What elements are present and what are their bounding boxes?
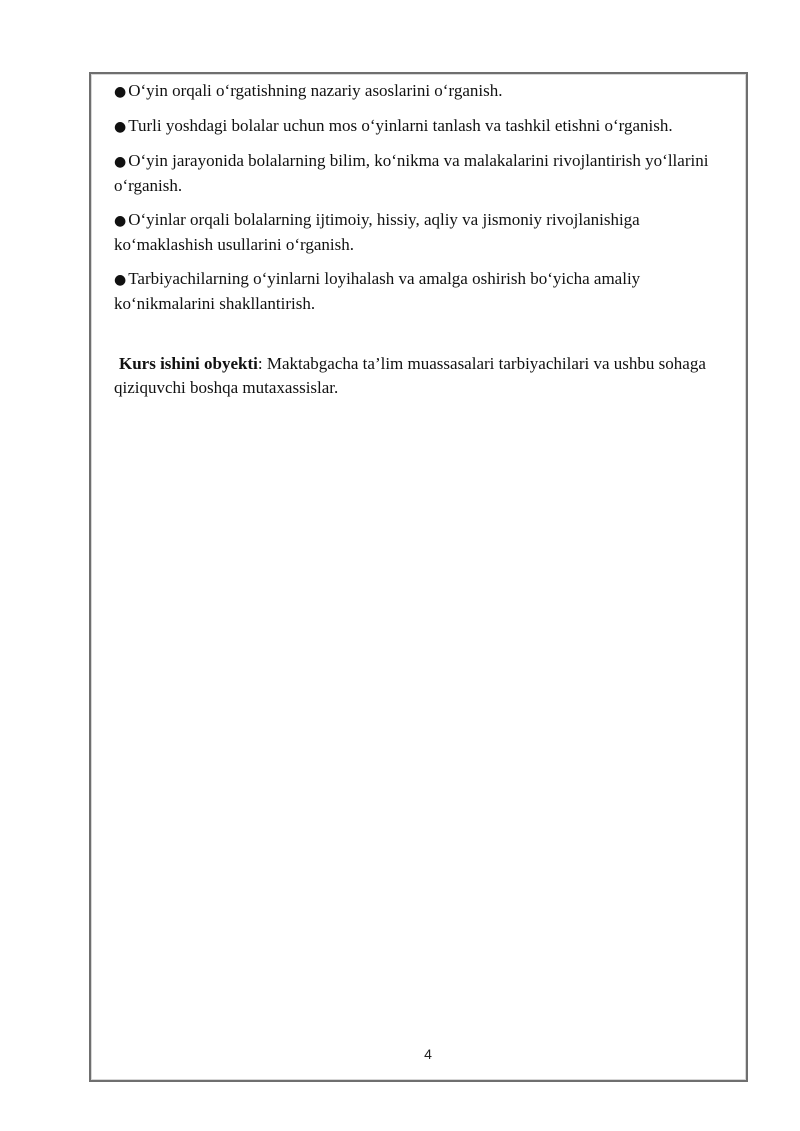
- course-object-label: Kurs ishini obyekti: [119, 354, 258, 373]
- list-item-text: O‘yinlar orqali bolalarning ijtimoiy, hissiy, aqliy va jismoniy rivojlanishiga ko‘maklashish usullarini o‘rganish.: [114, 210, 640, 254]
- page-number: 4: [424, 1046, 432, 1062]
- list-item-text: O‘yin orqali o‘rgatishning nazariy asoslarini o‘rganish.: [128, 81, 503, 100]
- bullet-icon: ●: [114, 154, 127, 170]
- list-item: [114, 79, 739, 104]
- course-object-paragraph: [114, 352, 739, 400]
- list-item: [114, 208, 739, 257]
- list-item: [114, 114, 739, 139]
- list-item-text: Tarbiyachilarning o‘yinlarni loyihalash va amalga oshirish bo‘yicha amaliy ko‘nikmalarini shakllantirish.: [114, 269, 641, 313]
- course-object-separator: :: [257, 354, 263, 373]
- bullet-icon: ●: [114, 119, 127, 135]
- list-item: [114, 267, 739, 316]
- bullet-icon: ●: [114, 213, 127, 229]
- bullet-icon: ●: [114, 84, 127, 100]
- list-item-text: Turli yoshdagi bolalar uchun mos o‘yinlarni tanlash va tashkil etishni o‘rganish.: [128, 116, 673, 135]
- document-body: [114, 79, 739, 400]
- list-item: [114, 149, 739, 198]
- objectives-list: [114, 79, 739, 316]
- list-item-text: O‘yin jarayonida bolalarning bilim, ko‘nikma va malakalarini rivojlantirish yo‘llarini o‘rganish.: [114, 151, 709, 195]
- course-object-text: Maktabgacha ta’lim muassasalari tarbiyachilari va ushbu sohaga qiziquvchi boshqa mutaxassislar.: [114, 354, 706, 397]
- bullet-icon: ●: [114, 272, 127, 288]
